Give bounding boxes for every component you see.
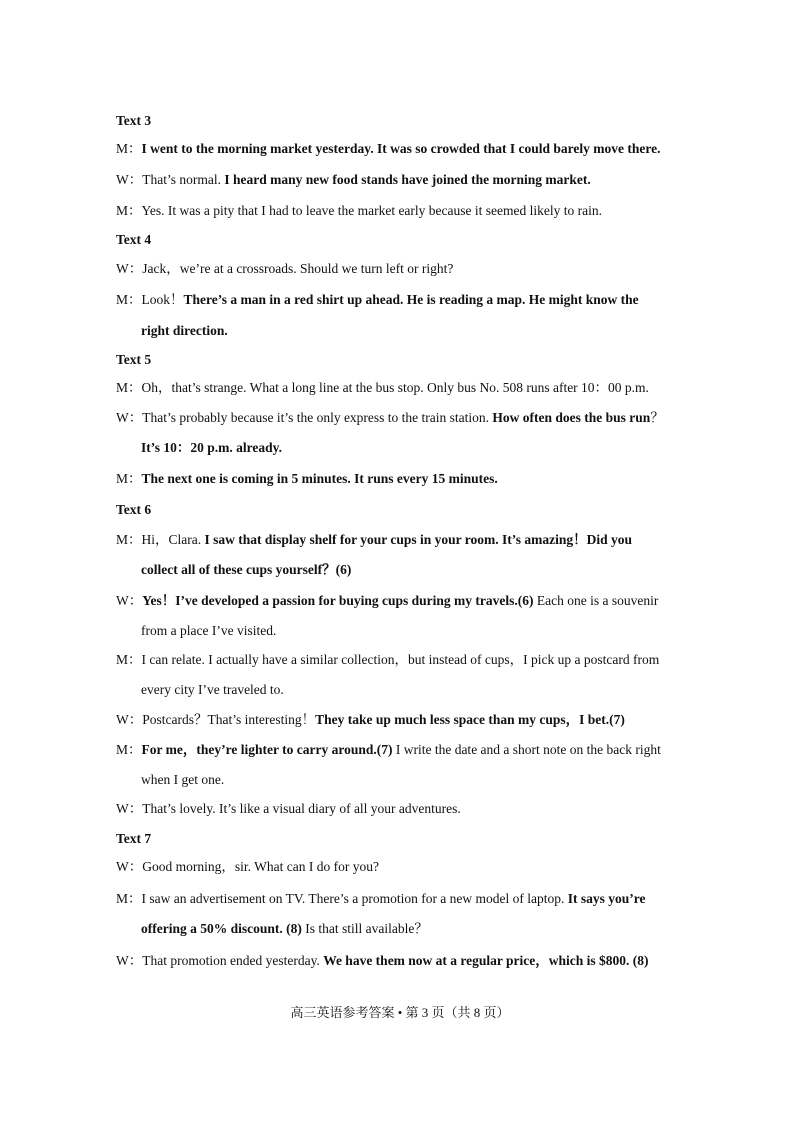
dialogue-line [116,470,696,488]
dialogue-line [116,291,696,309]
answer-text: right direction. [141,323,228,338]
answer-text: There’s a man in a red shirt up ahead. He is reading a map. He might know the [183,292,639,307]
text-segment: W：Good morning，sir. What can I do for you? [116,859,379,874]
section-heading [116,501,696,519]
text-segment: M： [116,742,142,757]
text-segment: M： [116,471,142,486]
text-segment: W：Postcards？That’s interesting！ [116,712,316,727]
dialogue-line [116,531,696,549]
section-heading [116,351,696,369]
answer-text: collect all of these cups yourself？(6) [141,562,352,577]
dialogue-line [141,920,721,938]
dialogue-line [116,592,696,610]
text-segment: W：That’s normal. [116,172,225,187]
text-segment: M：I can relate. I actually have a similar collection，but instead of cups，I pick up a postcard from [116,652,660,667]
dialogue-line [116,171,696,189]
dialogue-line [116,260,696,278]
dialogue-line [141,561,721,579]
dialogue-line [116,858,696,876]
text-segment: W：That’s lovely. It’s like a visual diary of all your adventures. [116,801,461,816]
text-segment: M：Oh，that’s strange. What a long line at the bus stop. Only bus No. 508 runs after 10：00 p.m. [116,380,649,395]
text-segment: Each one is a souvenir [533,593,659,608]
dialogue-line [116,890,696,908]
text-segment: M：Hi，Clara. [116,532,205,547]
dialogue-line [116,140,696,158]
text-segment: M：Yes. It was a pity that I had to leave the market early because it seemed likely to rain. [116,203,602,218]
answer-text: The next one is coming in 5 minutes. It runs every 15 minutes. [141,471,498,486]
dialogue-line [116,800,696,818]
answer-text: We have them now at a regular price，which is $800. (8) [323,953,649,968]
text-segment: W： [116,593,143,608]
text-segment: W：That’s probably because it’s the only express to the train station. [116,410,493,425]
dialogue-line [141,322,721,340]
text-segment: W：Jack，we’re at a crossroads. Should we turn left or right? [116,261,454,276]
text-segment: from a place I’ve visited. [141,623,277,638]
text-segment: when I get one. [141,772,225,787]
dialogue-line [116,952,696,970]
dialogue-line [141,771,721,789]
section-heading [116,112,696,130]
answer-text: Text 4 [116,232,152,247]
answer-text: It says you’re [567,891,646,906]
answer-text: Text 5 [116,352,152,367]
section-heading [116,830,696,848]
answer-text: I heard many new food stands have joined the morning market. [224,172,591,187]
answer-text: offering a 50% discount. (8) [141,921,302,936]
answer-text: Text 7 [116,831,152,846]
text-segment: M： [116,141,142,156]
dialogue-line [141,439,721,457]
dialogue-line [141,681,721,699]
answer-text: Text 6 [116,502,152,517]
section-heading [116,231,696,249]
answer-text: For me，they’re lighter to carry around.(7) [141,742,393,757]
dialogue-line [116,711,696,729]
answer-text: How often does the bus run [492,410,651,425]
answer-text: It’s 10：20 p.m. already. [141,440,283,455]
answer-text: I saw that display shelf for your cups in your room. It’s amazing！Did you [204,532,633,547]
dialogue-line [116,741,696,759]
text-segment: ？ [650,410,664,425]
answer-text: Yes！I’ve developed a passion for buying cups during my travels.(6) [142,593,534,608]
page-footer: 高三英语参考答案 • 第 3 页（共 8 页） [290,1005,510,1020]
dialogue-line [116,651,696,669]
dialogue-line [116,379,696,397]
answer-text: They take up much less space than my cups，I bet.(7) [315,712,625,727]
text-segment: every city I’ve traveled to. [141,682,284,697]
dialogue-line [141,622,721,640]
text-segment: I write the date and a short note on the back right [392,742,661,757]
answer-text: I went to the morning market yesterday. It was so crowded that I could barely move there. [141,141,661,156]
text-segment: M：Look！ [116,292,184,307]
dialogue-line [116,409,696,427]
text-segment: Is that still available？ [301,921,428,936]
text-segment: M：I saw an advertisement on TV. There’s a promotion for a new model of laptop. [116,891,568,906]
text-segment: W：That promotion ended yesterday. [116,953,324,968]
answer-text: Text 3 [116,113,152,128]
dialogue-line [116,202,696,220]
